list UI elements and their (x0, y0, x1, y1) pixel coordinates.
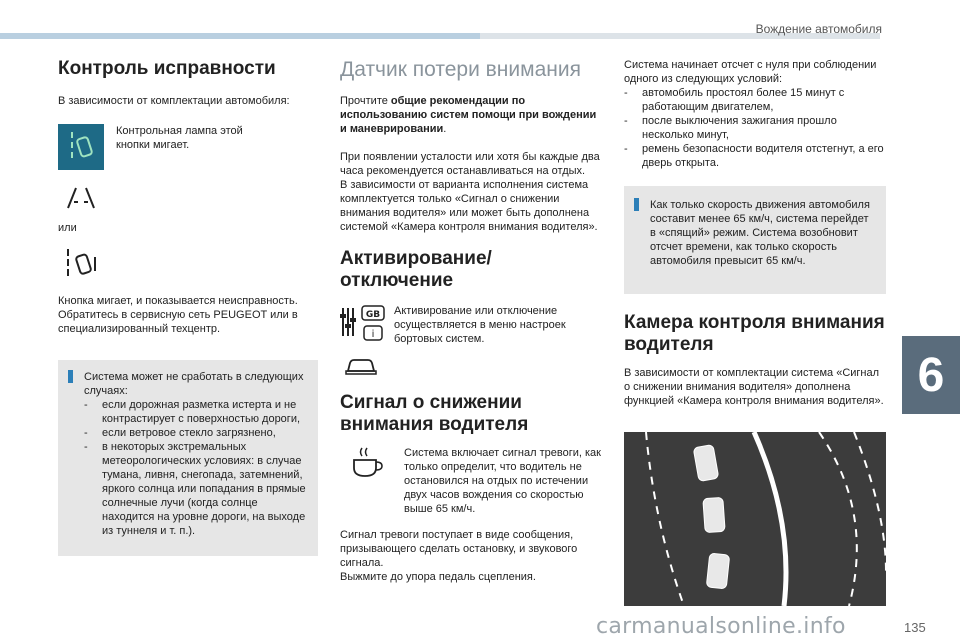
section-title-camera: Камера контроля внимания водителя (624, 312, 885, 355)
alert-message-text: Сигнал тревоги поступает в виде сообщения, призывающего сделать остановку, и звукового сигнала. (340, 529, 578, 569)
speed-note-text: Как только скорость движения автомобиля составит менее 65 км/ч, система перейдет в «спящий» режим. Система возобновит отсчет времени, как только скорость автомобиля превысит 65 км/ч. (650, 199, 870, 267)
section-title-activation: Активирование/отключение (340, 248, 492, 291)
car-menu-icon (344, 355, 602, 382)
road-illustration (624, 432, 886, 606)
info-marker-icon (634, 198, 639, 211)
chapter-tab: 6 (902, 336, 960, 414)
list-item: - если дорожная разметка истерта и не контрастирует с поверхностью дороги, (84, 399, 301, 425)
list-item: - в некоторых экстремальных метеорологических условиях: в случае тумана, ливня, снегопада, затемнений, яркого солнца или попадания в прямые солнечные лучи (когда солнце находится на уровне дороги, на выходе из туннеля и т. п.). (84, 441, 306, 537)
section-title-attention: Датчик потери внимания (340, 58, 581, 81)
variant-text: В зависимости от варианта исполнения система комплектуется только «Сигнал о снижении внимания водителя» или может быть дополнена системой «Камера контроля внимания водителя». (340, 179, 598, 233)
clutch-text: Выжмите до упора педаль сцепления. (340, 571, 536, 583)
list-item: - если ветровое стекло загрязнено, (84, 427, 276, 439)
top-accent-bar (0, 33, 480, 39)
section-title-alert: Сигнал о снижении внимания водителя (340, 392, 529, 435)
note-box-limitations (58, 360, 318, 556)
watermark: carmanualsonline.info (596, 614, 846, 639)
intro-text: В зависимости от комплектации автомобиля: (58, 95, 290, 107)
activation-row (340, 304, 602, 349)
coffee-cup-icon (340, 446, 404, 516)
page-number: 135 (904, 620, 926, 635)
camera-text: В зависимости от комплектации система «Сигнал о снижении внимания водителя» дополнена функцией «Камера контроля внимания водителя». (624, 367, 884, 407)
column-3 (624, 58, 886, 408)
section-title-lane-check: Контроль исправности (58, 58, 276, 79)
activation-text: Активирование или отключение осуществляется в меню настроек бортовых систем. (394, 305, 566, 345)
read-guidelines-text: Прочтите общие рекомендации по использованию систем помощи при вождении и маневрировании. (340, 95, 597, 135)
fault-text: Кнопка мигает, и показывается неисправность. Обратитесь в сервисную сеть PEUGEOT или в специализированный техцентр. (58, 295, 298, 335)
fatigue-text: При появлении усталости или хотя бы каждые два часа рекомендуется останавливаться на отдых. (340, 151, 600, 177)
gb-label: GB (365, 310, 381, 320)
settings-icon (340, 304, 388, 349)
lane-lamp-alt-icon (64, 247, 318, 284)
or-text: или (58, 222, 77, 234)
lane-warning-lamp-icon (58, 124, 104, 170)
list-item: - автомобиль простоял более 15 минут с работающим двигателем, (624, 87, 845, 113)
column-1 (58, 58, 318, 556)
lane-button-icon (64, 184, 318, 217)
list-item: - ремень безопасности водителя отстегнут, а его дверь открыта. (624, 143, 884, 169)
lamp-row (58, 124, 318, 170)
counter-intro: Система начинает отсчет с нуля при соблюдении одного из следующих условий: (624, 59, 877, 85)
note-intro: Система может не сработать в следующих случаях: (84, 371, 304, 397)
svg-text:i: i (371, 329, 375, 340)
info-marker-icon (68, 370, 73, 383)
alert-text: Система включает сигнал тревоги, как только определит, что водитель не остановился на отдых по истечении двух часов вождения со скоростью выше 65 км/ч. (404, 447, 601, 515)
list-item: - после выключения зажигания прошло несколько минут, (624, 115, 837, 141)
section-header: Вождение автомобиля (755, 22, 882, 36)
alert-row (340, 446, 602, 516)
column-2 (340, 58, 602, 584)
note-box-speed (624, 186, 886, 294)
lamp-text: Контрольная лампа этой кнопки мигает. (116, 125, 243, 151)
